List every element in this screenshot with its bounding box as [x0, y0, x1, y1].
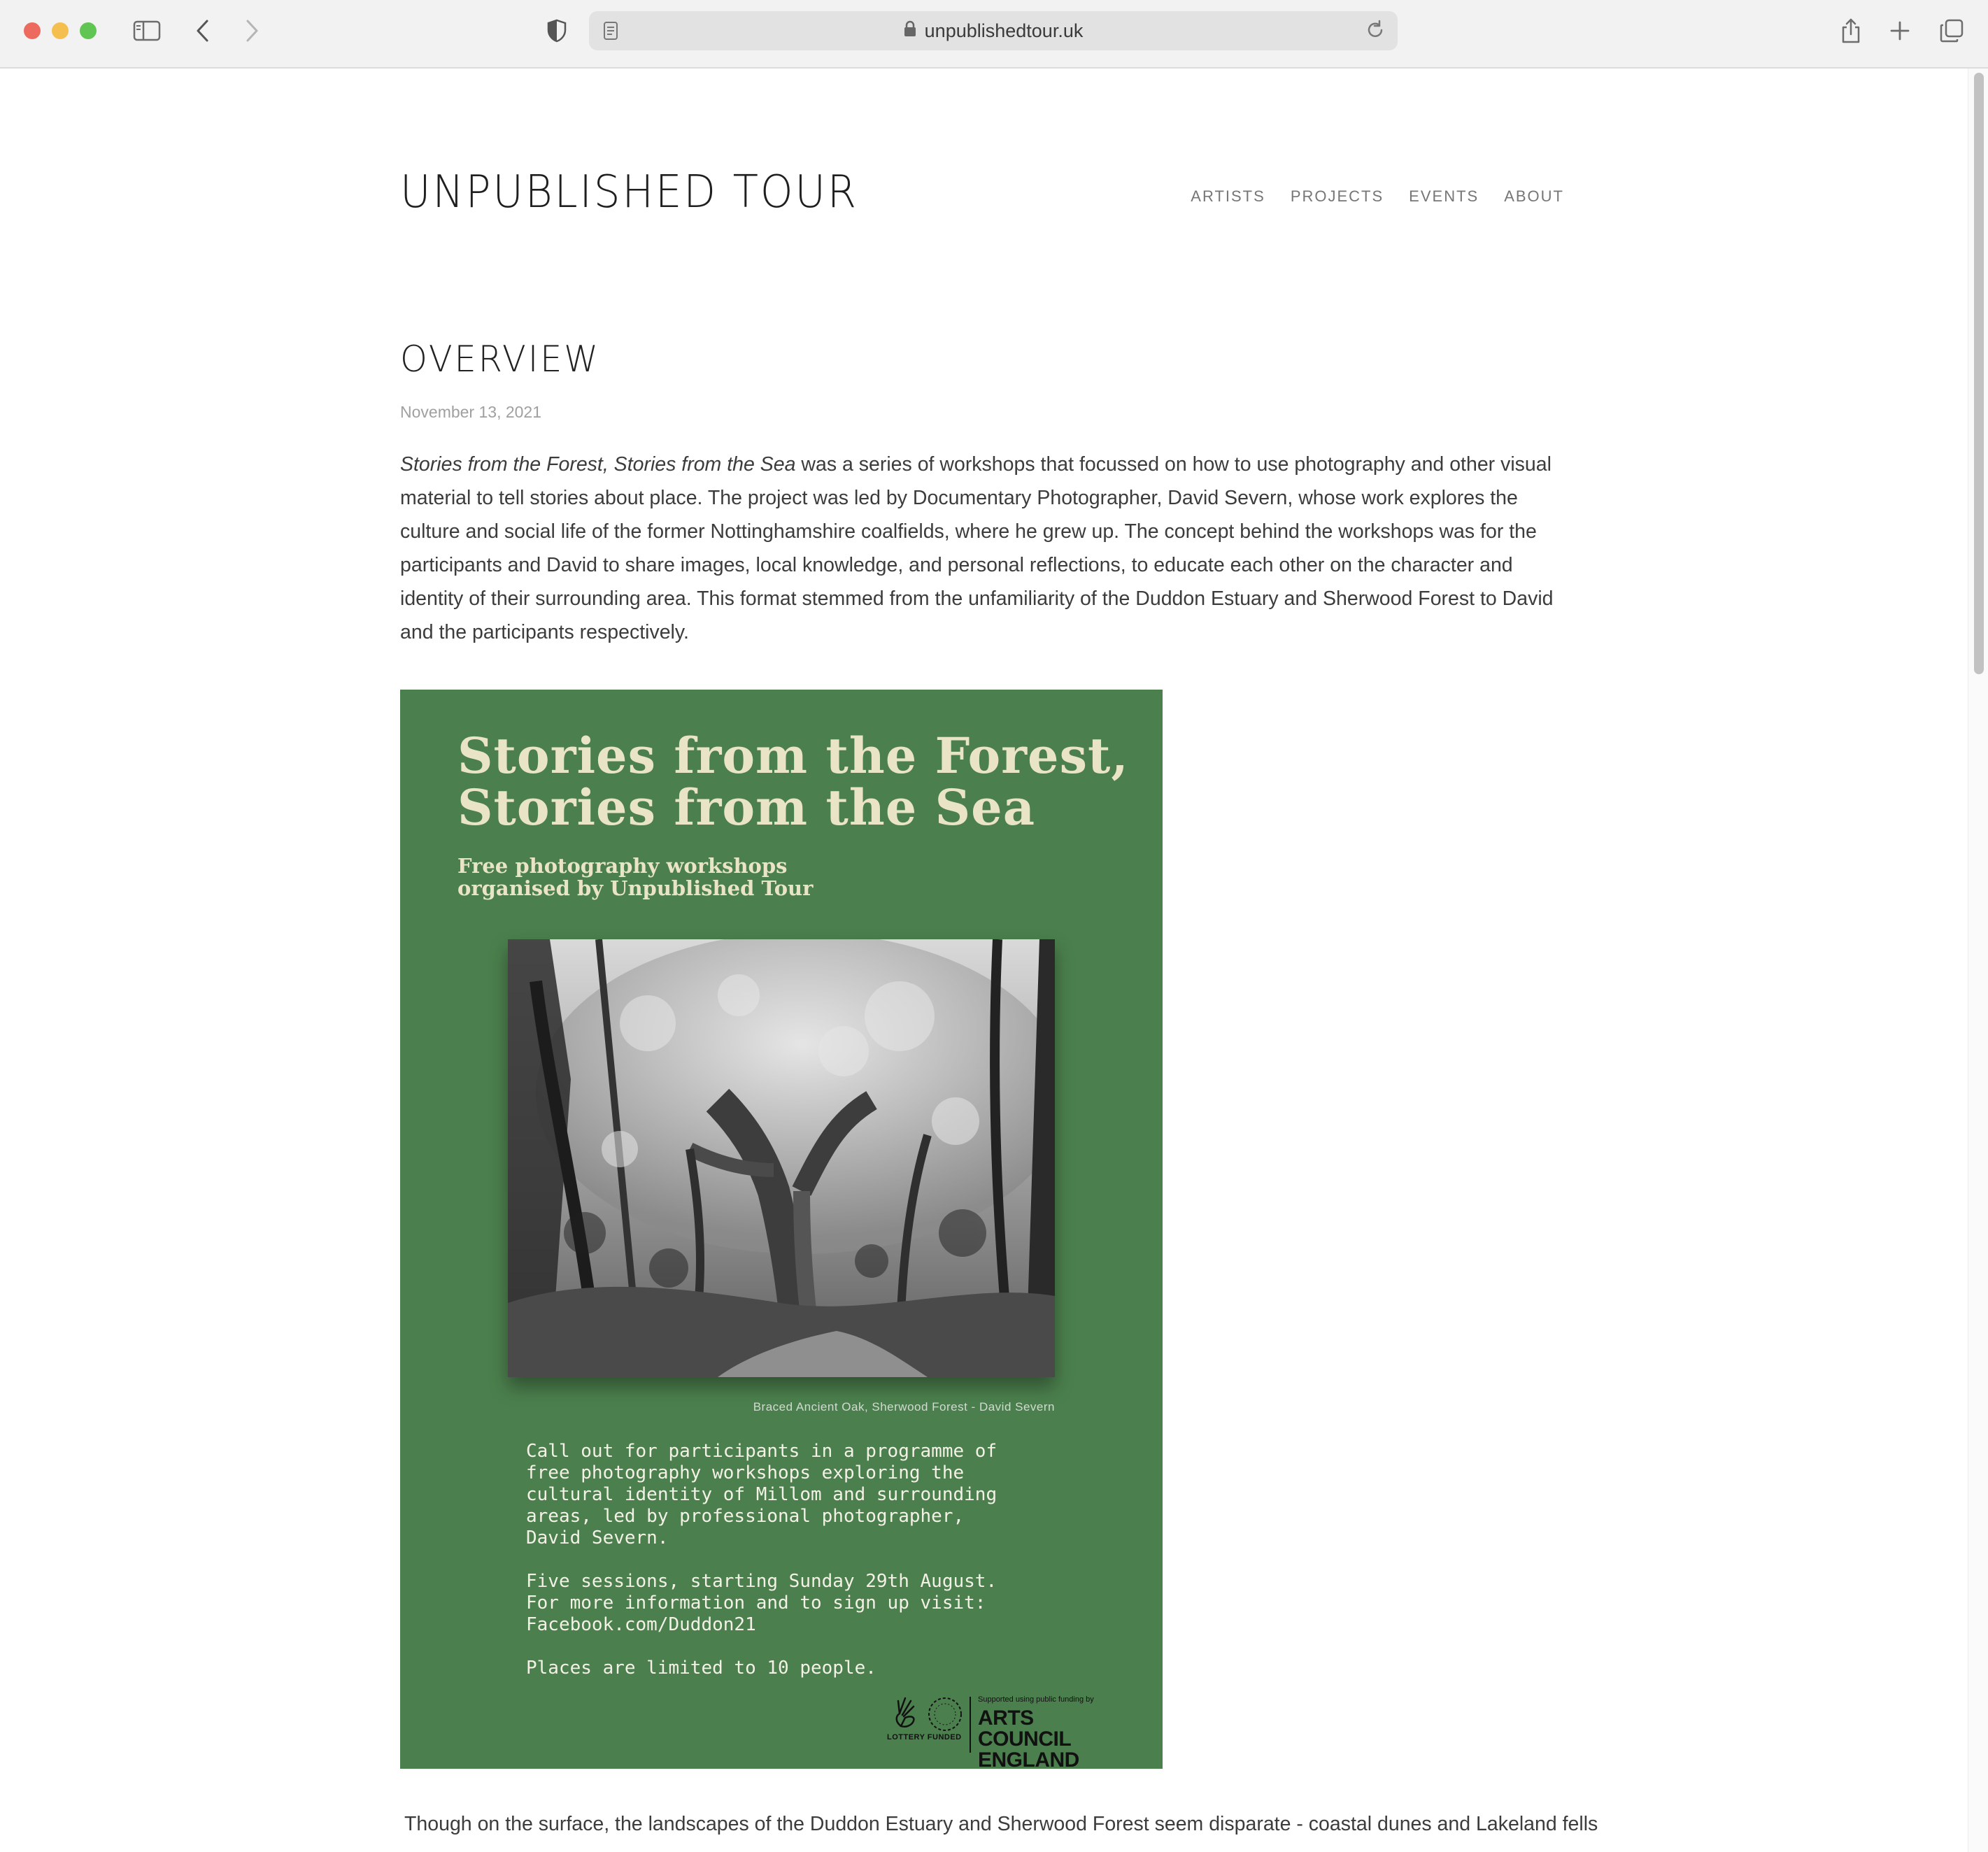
nav-artists[interactable]: ARTISTS — [1191, 187, 1265, 205]
tab-overview-icon[interactable] — [1935, 14, 1968, 48]
poster-title — [457, 727, 1129, 836]
workshop-poster — [400, 690, 1163, 1769]
nav-about[interactable]: ABOUT — [1504, 187, 1564, 205]
poster-subtitle-line-1: Free photography workshops — [457, 854, 788, 878]
ace-support-text: Supported using public funding by — [978, 1695, 1094, 1704]
close-window-button[interactable] — [24, 22, 41, 39]
share-icon[interactable] — [1834, 14, 1868, 48]
page-settings-icon[interactable] — [603, 21, 618, 45]
new-tab-icon[interactable] — [1883, 14, 1917, 48]
ace-line-1: ARTS COUNCIL — [978, 1707, 1072, 1751]
main-nav — [1191, 187, 1564, 206]
sidebar-toggle-icon[interactable] — [130, 14, 164, 48]
reload-icon[interactable] — [1365, 20, 1385, 45]
logo-divider — [970, 1697, 971, 1753]
poster-subtitle — [457, 855, 813, 899]
nav-events[interactable]: EVENTS — [1409, 187, 1479, 205]
forest-oak-photo — [508, 939, 1055, 1377]
forward-icon[interactable] — [235, 14, 269, 48]
zoom-window-button[interactable] — [80, 22, 97, 39]
photo-caption: Braced Ancient Oak, Sherwood Forest - David Severn — [753, 1400, 1055, 1413]
lock-icon — [904, 20, 916, 42]
arts-council-roundel-icon — [926, 1695, 964, 1733]
back-icon[interactable] — [186, 14, 220, 48]
poster-title-line-2: Stories from the Sea — [457, 778, 1036, 836]
lottery-fingers-logo-icon — [891, 1694, 919, 1729]
arts-council-england-logo — [978, 1708, 1132, 1769]
funder-logos — [887, 1694, 1132, 1769]
post-date: November 13, 2021 — [400, 403, 542, 421]
ace-line-2: ENGLAND — [978, 1748, 1079, 1769]
project-title-italic: Stories from the Forest, Stories from the Sea — [400, 453, 796, 476]
scrollbar-thumb[interactable] — [1974, 73, 1984, 674]
lottery-funded-label: LOTTERY FUNDED — [887, 1733, 962, 1741]
post-second-paragraph: Though on the surface, the landscapes of the Duddon Estuary and Sherwood Forest seem disparate - coastal dunes and Lakeland fells — [404, 1813, 1598, 1835]
poster-callout-text: Call out for participants in a programme of free photography workshops exploring the cultural identity of Millom and surrounding areas, led by professional photographer, David Severn. Five sessions, starting Sunday 29th August. For more information and to sign up visit: Facebook.com/Duddon21 Places are limited to 10 people. — [526, 1441, 997, 1679]
poster-title-line-1: Stories from the Forest, — [457, 727, 1129, 785]
address-bar[interactable] — [589, 11, 1398, 50]
post-title: OVERVIEW — [400, 339, 600, 380]
post-intro-paragraph — [400, 448, 1575, 649]
intro-text: was a series of workshops that focussed on how to use photography and other visual material to tell stories about place. The project was led by Documentary Photographer, David Severn, whose work explores the culture and social life of the former Nottinghamshire coalfields, where he grew up. The concept behind the workshops was for the participants and David to share images, local knowledge, and personal reflections, to educate each other on the character and identity of their surrounding area. This format stemmed from the unfamiliarity of the Duddon Estuary and Sherwood Forest to David and the participants respectively. — [400, 453, 1554, 643]
privacy-shield-icon[interactable] — [540, 14, 574, 48]
poster-subtitle-line-2: organised by Unpublished Tour — [457, 876, 814, 900]
browser-toolbar — [0, 0, 1988, 69]
nav-projects[interactable]: PROJECTS — [1290, 187, 1384, 205]
url-text: unpublishedtour.uk — [924, 20, 1084, 41]
minimize-window-button[interactable] — [52, 22, 69, 39]
site-title[interactable]: UNPUBLISHED TOUR — [400, 166, 858, 218]
